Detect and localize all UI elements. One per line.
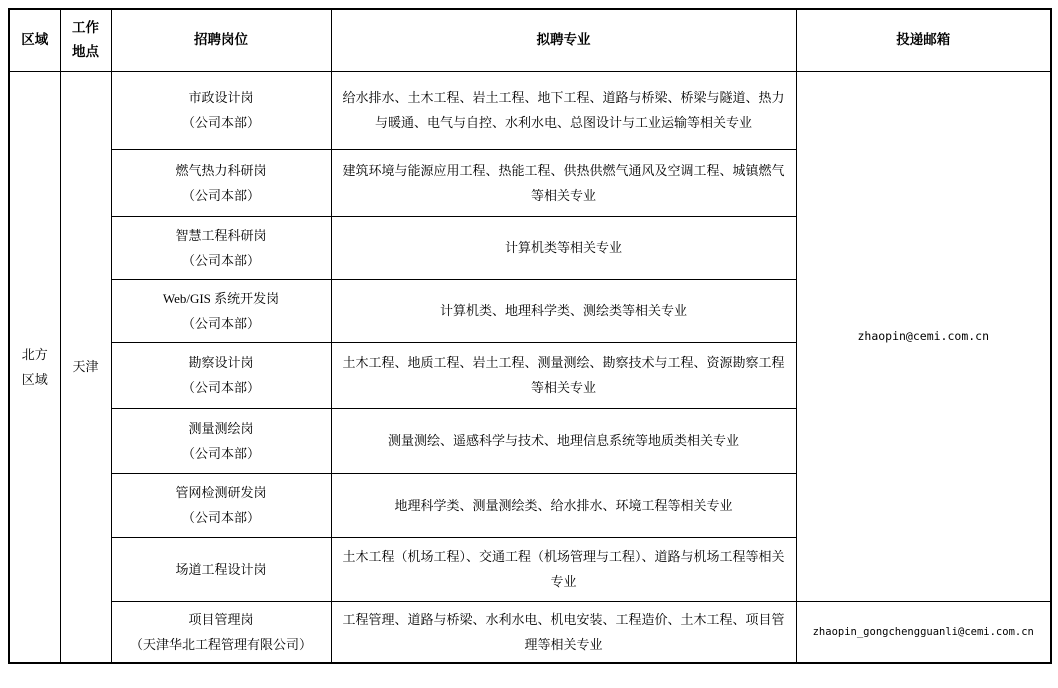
position-org: （公司本部） — [181, 445, 260, 461]
position-title: 燃气热力科研岗 — [175, 162, 267, 178]
position-cell — [111, 537, 331, 601]
position-title: 管网检测研发岗 — [175, 485, 267, 500]
position-org: （公司本部） — [181, 115, 260, 130]
position-org: （公司本部） — [181, 252, 260, 268]
majors-cell: 土木工程（机场工程）、交通工程（机场管理与工程）、道路与机场工程等相关专业 — [331, 537, 796, 601]
email-main: zhaopin@cemi.com.cn — [857, 329, 990, 343]
position-cell — [111, 342, 331, 408]
header-region: 区域 — [9, 9, 60, 71]
position-title: 市政设计岗 — [188, 90, 254, 105]
position-cell — [111, 216, 331, 279]
position-cell — [111, 71, 331, 149]
position-title: 智慧工程科研岗 — [175, 227, 267, 243]
email-cell-project-management — [796, 601, 1051, 663]
majors-cell: 土木工程、地质工程、岩土工程、测量测绘、勘察技术与工程、资源勘察工程等相关专业 — [331, 342, 796, 408]
recruitment-table — [8, 8, 1052, 664]
header-email: 投递邮箱 — [796, 9, 1051, 71]
email-cell-main — [796, 71, 1051, 601]
position-title: 测量测绘岗 — [188, 420, 254, 436]
position-cell — [111, 149, 331, 216]
region-value: 北方区域 — [21, 346, 48, 387]
header-location: 工作地点 — [60, 9, 111, 71]
position-cell — [111, 601, 331, 663]
position-title: 勘察设计岗 — [188, 355, 254, 370]
majors-cell: 计算机类、地理科学类、测绘类等相关专业 — [331, 279, 796, 342]
majors-cell: 给水排水、土木工程、岩土工程、地下工程、道路与桥梁、桥梁与隧道、热力与暖通、电气与自控、水利水电、总图设计与工业运输等相关专业 — [331, 71, 796, 149]
position-title: 项目管理岗 — [188, 611, 254, 627]
position-org: （公司本部） — [181, 380, 260, 395]
position-org: （公司本部） — [181, 510, 260, 525]
position-cell — [111, 408, 331, 473]
email-project-management: zhaopin_gongchengguanli@cemi.com.cn — [812, 626, 1034, 639]
location-cell — [60, 71, 111, 663]
position-cell — [111, 279, 331, 342]
position-org: （公司本部） — [181, 187, 260, 203]
table-row — [9, 601, 1051, 663]
position-title: Web/GIS 系统开发岗 — [162, 290, 280, 306]
region-cell — [9, 71, 60, 663]
majors-cell: 建筑环境与能源应用工程、热能工程、供热供燃气通风及空调工程、城镇燃气等相关专业 — [331, 149, 796, 216]
majors-cell: 测量测绘、遥感科学与技术、地理信息系统等地质类相关专业 — [331, 408, 796, 473]
table-header-row — [9, 9, 1051, 71]
position-org: （天津华北工程管理有限公司） — [129, 636, 312, 652]
table-row — [9, 71, 1051, 149]
majors-cell: 工程管理、道路与桥梁、水利水电、机电安装、工程造价、土木工程、项目管理等相关专业 — [331, 601, 796, 663]
majors-cell: 计算机类等相关专业 — [331, 216, 796, 279]
position-cell — [111, 473, 331, 537]
majors-cell: 地理科学类、测量测绘类、给水排水、环境工程等相关专业 — [331, 473, 796, 537]
header-majors: 拟聘专业 — [331, 9, 796, 71]
location-value: 天津 — [72, 359, 99, 375]
position-org: （公司本部） — [181, 315, 260, 331]
header-position: 招聘岗位 — [111, 9, 331, 71]
position-title: 场道工程设计岗 — [175, 561, 267, 577]
